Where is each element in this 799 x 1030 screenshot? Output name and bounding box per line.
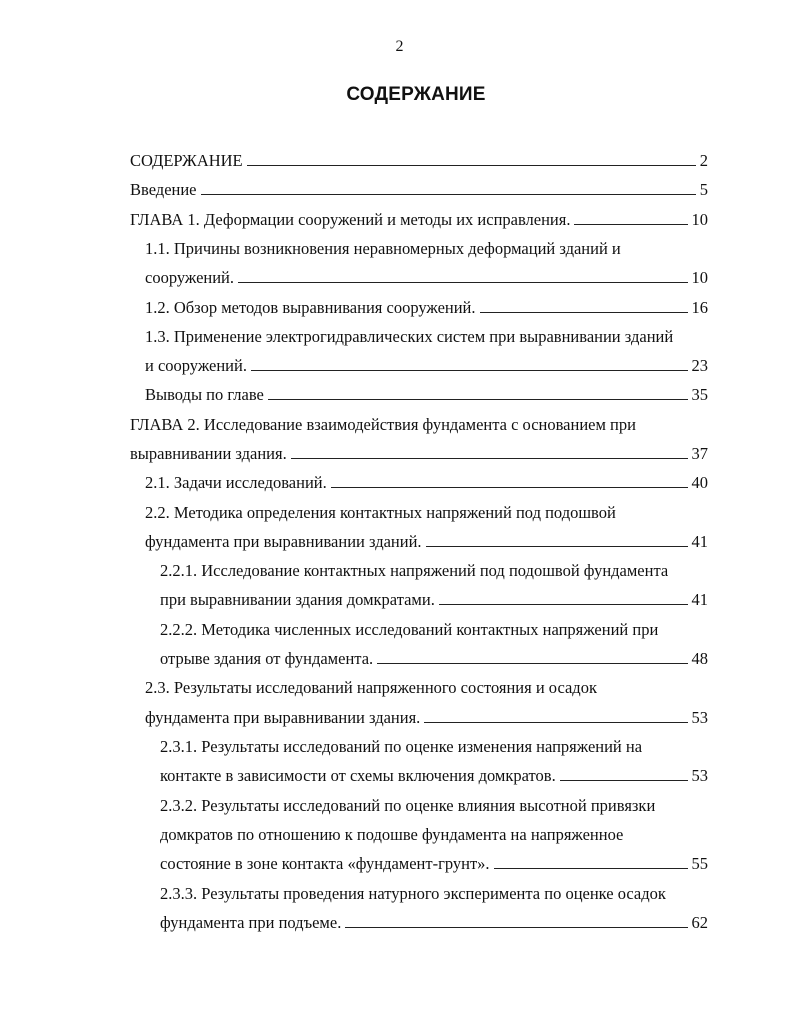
toc-entry-title: и сооружений.: [145, 356, 247, 376]
toc-line: [130, 410, 708, 439]
toc-entry-title: 1.3. Применение электрогидравлических систем при выравнивании зданий: [145, 326, 674, 346]
page-number: 2: [395, 38, 404, 55]
toc-entry[interactable]: [160, 556, 708, 615]
toc-line: [130, 205, 708, 234]
toc-entry[interactable]: [160, 791, 708, 879]
toc-line: [160, 849, 708, 878]
toc-line: [145, 322, 708, 351]
toc-line: [160, 820, 708, 849]
toc-leader-line: [238, 282, 687, 283]
toc-entry[interactable]: [160, 615, 708, 674]
toc-entry-title: фундамента при выравнивании здания.: [145, 707, 421, 727]
toc-line: [130, 146, 708, 175]
toc-line: [160, 615, 708, 644]
toc-entry[interactable]: [145, 293, 708, 322]
toc-line: [160, 791, 708, 820]
toc-entry-title: 2.2.2. Методика численных исследований контактных напряжений при: [160, 619, 659, 639]
toc-entry-title: домкратов по отношению к подошве фундамента на напряженное: [160, 824, 624, 844]
toc-leader-line: [439, 604, 688, 605]
toc-entry[interactable]: [130, 205, 708, 234]
toc-leader-line: [424, 722, 687, 723]
toc-leader-line: [345, 927, 687, 928]
toc-leader-line: [331, 487, 688, 488]
toc-line: [130, 439, 708, 468]
toc-entry[interactable]: [130, 410, 708, 469]
toc-page-number: 62: [691, 912, 708, 932]
toc-entry[interactable]: [145, 498, 708, 557]
toc-entry[interactable]: [145, 380, 708, 409]
toc-page-number: 10: [691, 209, 708, 229]
toc-line: [160, 556, 708, 585]
toc-entry[interactable]: [130, 146, 708, 175]
toc-line: [160, 732, 708, 761]
toc-leader-line: [251, 370, 688, 371]
toc-entry[interactable]: [145, 234, 708, 293]
toc-entry-title: 2.3.1. Результаты исследований по оценке изменения напряжений на: [160, 737, 643, 756]
toc-leader-line: [201, 194, 696, 195]
toc-entry-title: при выравнивании здания домкратами.: [160, 590, 435, 610]
toc-page-number: 37: [691, 443, 708, 463]
toc-entry[interactable]: [130, 175, 708, 204]
toc-entry-title: 2.2.1. Исследование контактных напряжений под подошвой фундамента: [160, 561, 669, 581]
toc-entry-title: фундамента при подъеме.: [160, 912, 342, 932]
toc-page-number: 53: [691, 766, 708, 786]
toc-entry-title: состояние в зоне контакта «фундамент-грунт».: [160, 854, 490, 874]
toc-leader-line: [247, 165, 696, 166]
toc-entry-title: ГЛАВА 1. Деформации сооружений и методы их исправления.: [130, 209, 571, 229]
toc-leader-line: [560, 780, 688, 781]
toc-entry[interactable]: [160, 732, 708, 791]
toc-line: [145, 351, 708, 380]
toc-entry[interactable]: [145, 322, 708, 381]
toc-entry-title: Введение: [130, 180, 197, 200]
toc-leader-line: [574, 224, 687, 225]
toc-entry-title: сооружений.: [145, 268, 235, 288]
toc-entry-title: 2.3. Результаты исследований напряженного состояния и осадок: [145, 678, 597, 698]
toc-page-number: 40: [691, 473, 708, 493]
toc-entry-title: 1.1. Причины возникновения неравномерных деформаций зданий и: [145, 238, 621, 258]
toc-page-number: 23: [691, 356, 708, 376]
toc-line: [160, 908, 708, 937]
toc-line: [160, 585, 708, 614]
toc-entry[interactable]: [145, 468, 708, 497]
toc-entry-title: 2.1. Задачи исследований.: [145, 473, 327, 493]
toc-line: [145, 293, 708, 322]
toc-page-number: 16: [691, 297, 708, 317]
toc-leader-line: [268, 399, 688, 400]
page-title: СОДЕРЖАНИЕ: [346, 84, 486, 105]
toc-entry-title: фундамента при выравнивании зданий.: [145, 531, 422, 551]
toc-leader-line: [480, 312, 688, 313]
toc-leader-line: [494, 868, 688, 869]
toc-entry-title: 2.2. Методика определения контактных напряжений под подошвой: [145, 502, 616, 522]
toc-entry[interactable]: [145, 673, 708, 732]
toc-line: [160, 761, 708, 790]
toc-leader-line: [426, 546, 688, 547]
toc-entry-title: контакте в зависимости от схемы включения домкратов.: [160, 766, 556, 786]
toc-page-number: 48: [691, 649, 708, 669]
toc-line: [145, 498, 708, 527]
toc-entry-title: 2.3.3. Результаты проведения натурного эксперимента по оценке осадок: [160, 883, 666, 903]
toc-page-number: 5: [699, 180, 708, 200]
toc-line: [145, 527, 708, 556]
toc-entry-title: выравнивании здания.: [130, 443, 287, 463]
toc-leader-line: [377, 663, 687, 664]
toc-line: [145, 673, 708, 702]
toc-line: [160, 644, 708, 673]
toc-line: [145, 234, 708, 263]
toc-entry-title: 1.2. Обзор методов выравнивания сооружений.: [145, 297, 476, 317]
toc-line: [145, 380, 708, 409]
toc-line: [145, 703, 708, 732]
toc-page-number: 53: [691, 707, 708, 727]
toc-page-number: 41: [691, 590, 708, 610]
toc-page-number: 41: [691, 531, 708, 551]
toc-leader-line: [291, 458, 688, 459]
toc-entry-title: отрыве здания от фундамента.: [160, 649, 374, 669]
toc-page-number: 10: [691, 268, 708, 288]
toc-page-number: 55: [691, 854, 708, 874]
toc-line: [130, 175, 708, 204]
toc-line: [160, 879, 708, 908]
toc-entry-title: Выводы по главе: [145, 385, 264, 405]
toc-entry-title: СОДЕРЖАНИЕ: [130, 151, 243, 170]
toc-entry-title: ГЛАВА 2. Исследование взаимодействия фундамента с основанием при: [130, 414, 636, 434]
toc-entry-title: 2.3.2. Результаты исследований по оценке влияния высотной привязки: [160, 795, 656, 815]
toc-page-number: 35: [691, 385, 708, 405]
toc-entry[interactable]: [160, 879, 708, 938]
toc-page-number: 2: [699, 151, 708, 170]
toc-line: [145, 468, 708, 497]
toc-line: [145, 263, 708, 292]
